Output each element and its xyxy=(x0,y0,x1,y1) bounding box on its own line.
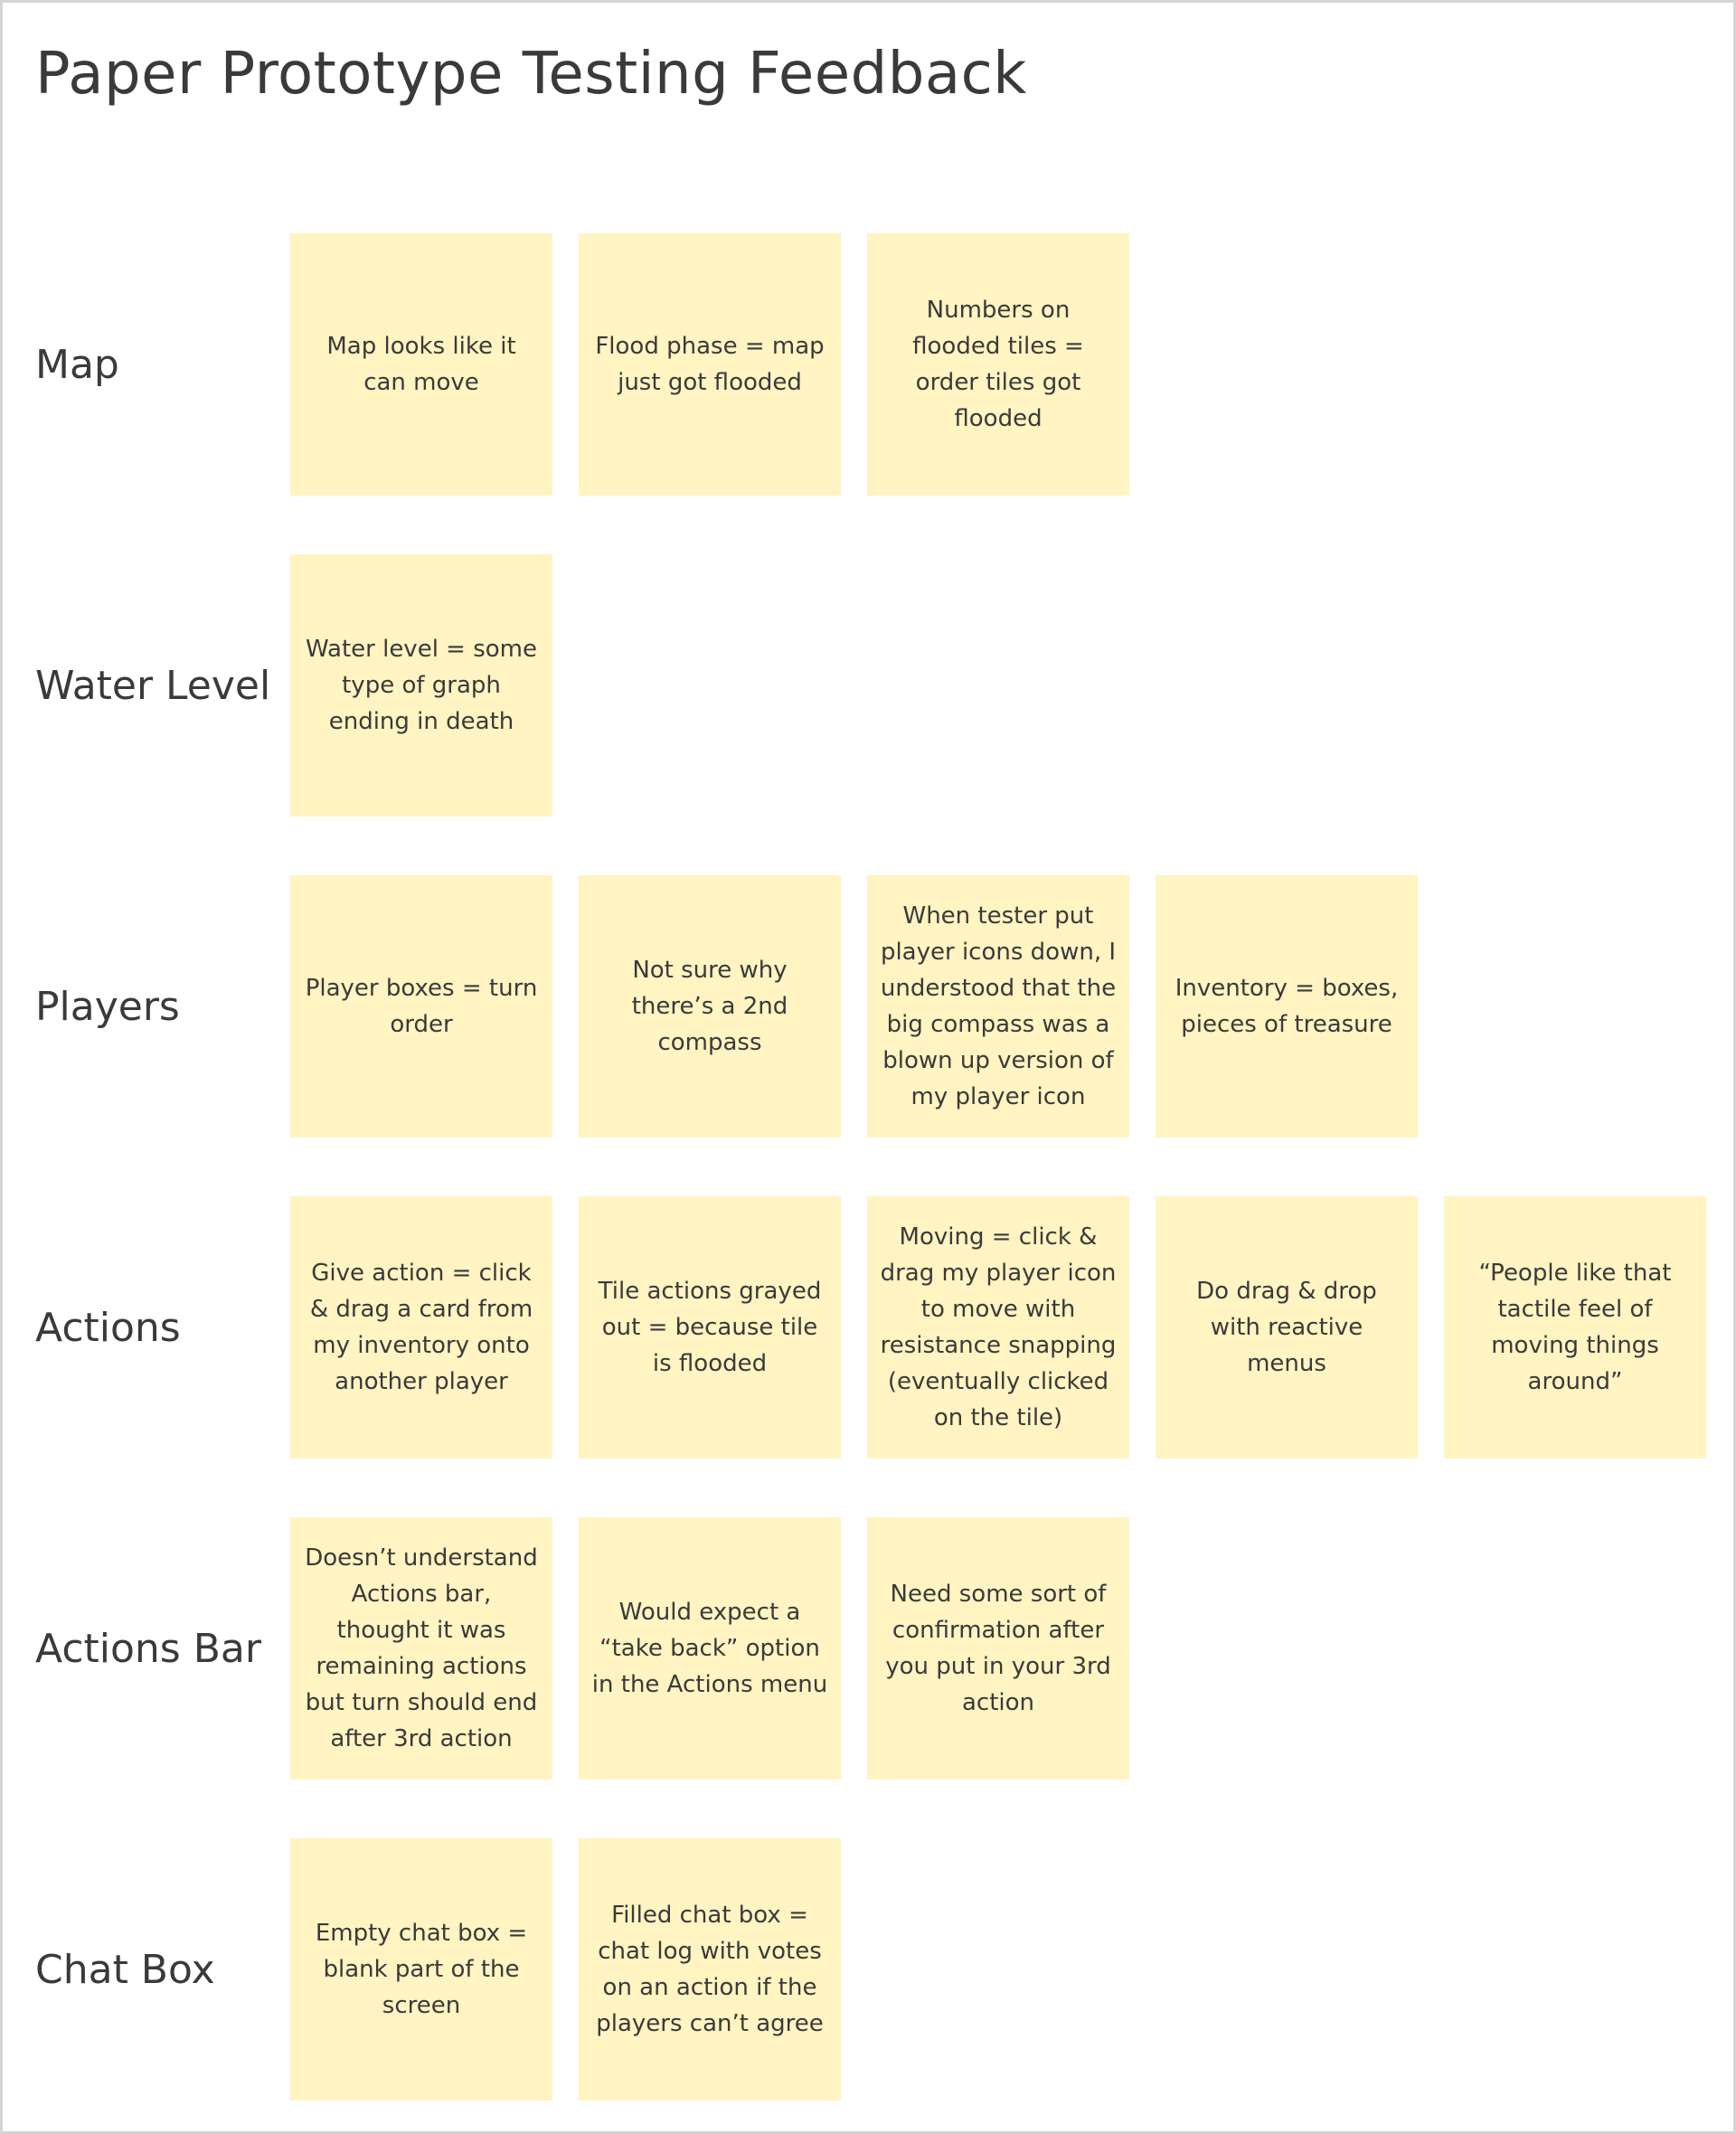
sticky-note: When tester put player icons down, I understood that the big compass was a blown up version of my player icon xyxy=(867,875,1129,1138)
sticky-note: Need some sort of confirmation after you put in your 3rd action xyxy=(867,1517,1129,1780)
row-label: Players xyxy=(35,983,180,1030)
sticky-note: Do drag & drop with reactive menus xyxy=(1156,1196,1418,1459)
page-title: Paper Prototype Testing Feedback xyxy=(35,41,1027,108)
sticky-note: Moving = click & drag my player icon to move with resistance snapping (eventually clicked on the tile) xyxy=(867,1196,1129,1459)
sticky-note: Flood phase = map just got flooded xyxy=(579,233,841,496)
sticky-note: “People like that tactile feel of moving things around” xyxy=(1444,1196,1706,1459)
sticky-note: Would expect a “take back” option in the Actions menu xyxy=(579,1517,841,1780)
row-actions-bar xyxy=(3,1517,1733,1780)
sticky-note: Empty chat box = blank part of the screen xyxy=(290,1838,552,2101)
sticky-note: Filled chat box = chat log with votes on an action if the players can’t agree xyxy=(579,1838,841,2101)
sticky-note: Give action = click & drag a card from my inventory onto another player xyxy=(290,1196,552,1459)
sticky-note: Water level = some type of graph ending in death xyxy=(290,554,552,817)
sticky-note: Map looks like it can move xyxy=(290,233,552,496)
sticky-note: Tile actions grayed out = because tile is flooded xyxy=(579,1196,841,1459)
row-chat-box xyxy=(3,1838,1733,2101)
sticky-note: Numbers on flooded tiles = order tiles got flooded xyxy=(867,233,1129,496)
row-label: Map xyxy=(35,341,119,388)
sticky-note: Player boxes = turn order xyxy=(290,875,552,1138)
row-map xyxy=(3,233,1733,496)
sticky-note: Doesn’t understand Actions bar, thought it was remaining actions but turn should end after 3rd action xyxy=(290,1517,552,1780)
row-label: Chat Box xyxy=(35,1946,215,1993)
row-players xyxy=(3,875,1733,1138)
row-label: Actions Bar xyxy=(35,1625,261,1672)
sticky-note: Inventory = boxes, pieces of treasure xyxy=(1156,875,1418,1138)
row-label: Actions xyxy=(35,1304,181,1351)
row-label: Water Level xyxy=(35,662,271,709)
sticky-note: Not sure why there’s a 2nd compass xyxy=(579,875,841,1138)
row-water-level xyxy=(3,554,1733,817)
row-actions xyxy=(3,1196,1733,1459)
